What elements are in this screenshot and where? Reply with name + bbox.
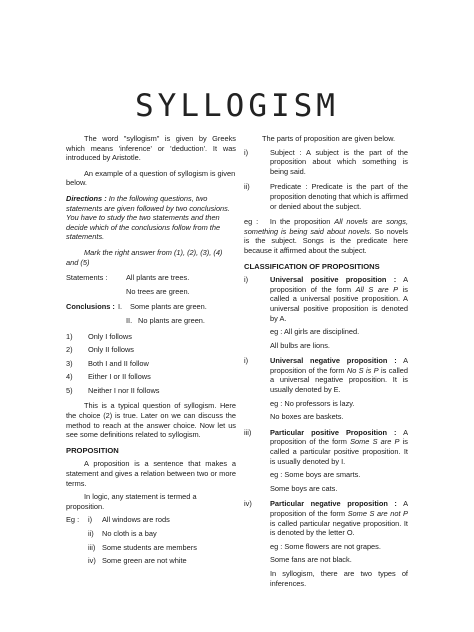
example-intro: An example of a question of syllogism is given below. — [66, 168, 236, 188]
class-universal-negative: i) Universal negative proposition : A proposition of the form No S is P is called a universal negative proposition. It is usually denoted by E. — [244, 356, 408, 395]
directions-label: Directions : — [66, 193, 107, 203]
class-example: eg : Some flowers are not grapes. — [270, 541, 381, 551]
conclusion-1: Some plants are green. — [130, 302, 207, 312]
class-particular-positive: iii) Particular positive Proposition : A proposition of the form Some S are P is called a particular positive proposition. It is usually denoted by I. — [244, 427, 408, 466]
page-title: SYLLOGISM — [135, 88, 339, 124]
statement-1: All plants are trees. — [126, 273, 190, 283]
conclusion-1-num: I. — [118, 302, 123, 312]
logic-paragraph: In logic, any statement is termed a proposition. — [66, 492, 197, 511]
left-column — [66, 134, 236, 566]
predicate-item: ii) Predicate : Predicate is the part of the proposition denoting that which is affirmed or denied about the subject. — [244, 182, 408, 211]
conclusion-2-row — [66, 316, 236, 326]
option-1: 1) Only I follows — [66, 331, 132, 341]
class-example: eg : All girls are disciplined. — [270, 327, 360, 337]
statements-label: Statements : — [66, 273, 108, 283]
proposition-definition: A proposition is a sentence that makes a statement and gives a relation between two or more terms. — [66, 459, 236, 488]
eg-paragraph: eg : In the proposition All novels are songs, something is being said about novels. So novels is the subject. Songs is the predicate here because it affirmed about the subject. — [244, 217, 409, 255]
predicate-label: Predicate : — [270, 182, 308, 192]
example-3: iii) Some students are members — [88, 542, 197, 552]
directions-paragraph — [66, 194, 236, 242]
statements-row — [66, 273, 236, 283]
class-particular-negative: iv) Particular negative proposition : A proposition of the form Some S are not P is called particular negative proposition. It is denoted by the letter O. — [244, 499, 408, 538]
predicate-text: Predicate is the part of the proposition denoting that which is affirmed or denied about the subject. — [270, 182, 408, 211]
option-4: 4) Either I or II follows — [66, 372, 151, 382]
class-universal-positive: i) Universal positive proposition : A proposition of the form All S are P is called a universal positive proposition. A universal positive proposition is denoted by A. — [244, 275, 408, 323]
class-example: eg : Some boys are smarts. — [270, 470, 361, 480]
class-example: No boxes are baskets. — [270, 412, 344, 422]
option-5: 5) Neither I nor II follows — [66, 385, 160, 395]
conclusions-label: Conclusions : — [66, 302, 115, 312]
intro-paragraph: The word "syllogism" is given by Greeks which means 'inference' or 'deduction'. It was introduced by Aristotle. — [66, 134, 236, 163]
class-example: eg : No professors is lazy. — [270, 398, 355, 408]
proposition-heading: PROPOSITION — [66, 445, 119, 455]
example-1: Eg : i) All windows are rods — [66, 515, 170, 525]
subject-label: Subject : — [270, 147, 302, 157]
parts-intro: The parts of proposition are given below. — [262, 134, 396, 143]
subject-item: i) Subject : A subject is the part of the proposition about which something is being said. — [244, 147, 408, 176]
class-example: Some fans are not black. — [270, 555, 352, 565]
conclusion-2-num: II. — [126, 315, 133, 325]
option-2: 2) Only II follows — [66, 345, 135, 355]
option-3: 3) Both I and II follow — [66, 358, 149, 368]
class-example: All bulbs are lions. — [270, 340, 330, 350]
class-example: Some boys are cats. — [270, 483, 338, 493]
typical-paragraph: This is a typical question of syllogism. Here the choice (2) is true. Later on we can discuss the method to reach at the answer choice. Now let us see some definitions related to syllogism. — [66, 401, 236, 440]
closing-paragraph: In syllogism, there are two types of inferences. — [270, 568, 408, 588]
conclusion-1-row — [66, 302, 236, 312]
subject-text: A subject is the part of the proposition about which something is being said. — [270, 147, 408, 176]
example-4: iv) Some green are not white — [88, 556, 187, 566]
conclusion-2: No plants are green. — [138, 315, 205, 325]
mark-answer-text: Mark the right answer from (1), (2), (3), (4) and (5) — [66, 247, 223, 267]
directions-text: In the following questions, two statements are given followed by two conclusions. You have to study the two statements and then decide which of the conclusions follow from the statements. — [66, 193, 230, 242]
right-column — [244, 134, 408, 588]
classification-heading: CLASSIFICATION OF PROPOSITIONS — [244, 261, 380, 271]
statement-2: No trees are green. — [126, 286, 190, 296]
statement-2-row — [66, 287, 236, 297]
example-2: ii) No cloth is a bay — [88, 529, 157, 538]
